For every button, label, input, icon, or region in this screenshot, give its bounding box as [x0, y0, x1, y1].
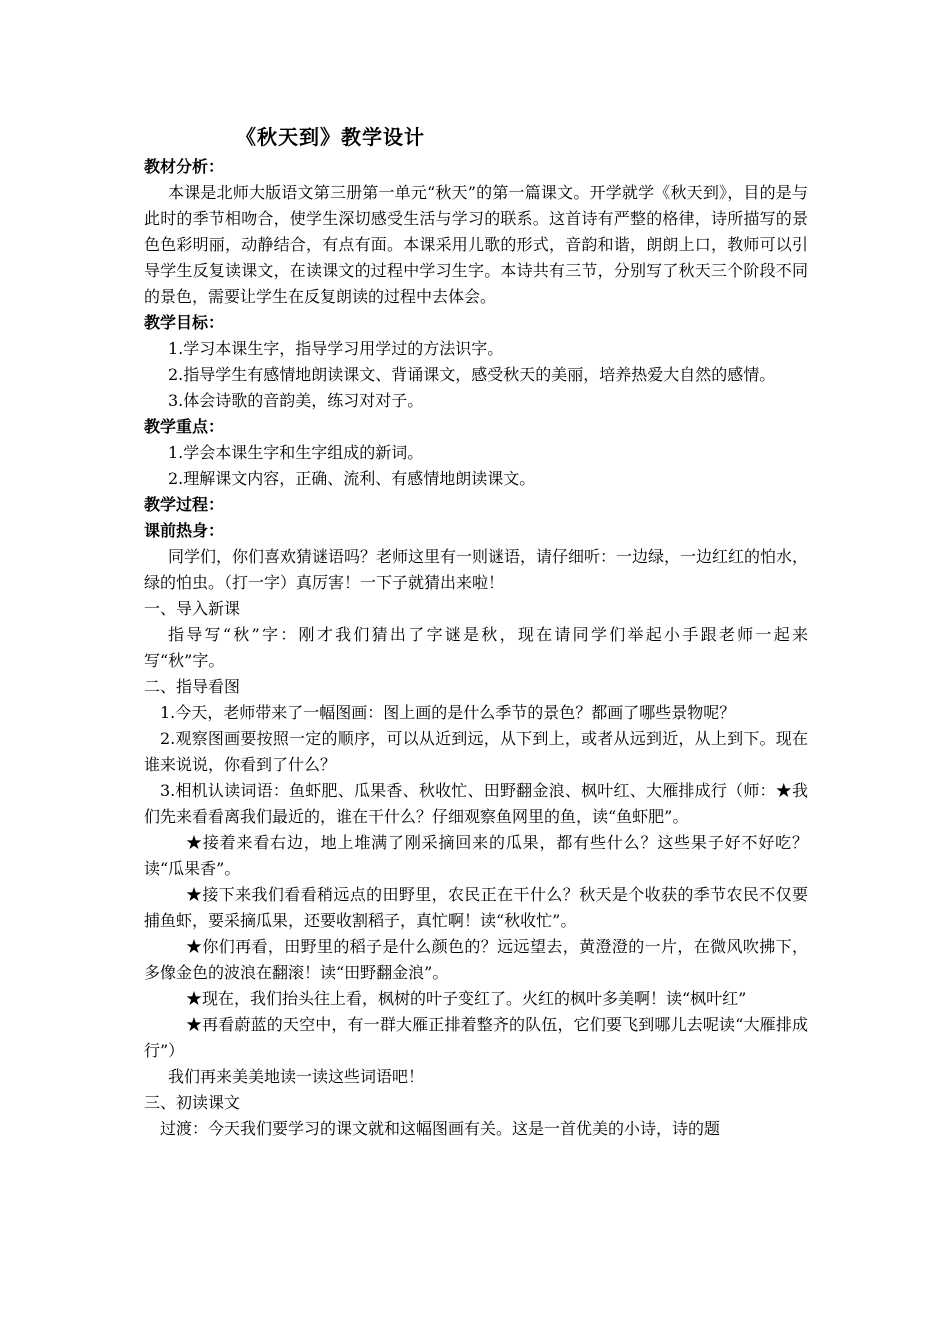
section-paragraph: 我们再来美美地读一读这些词语吧！: [168, 1067, 425, 1086]
analysis-paragraph: 本课是北师大版语文第三册第一单元“秋天”的第一篇课文。开学就学《秋天到》，目的是与此时的季节相吻合，使学生深切感受生活与学习的联系。这首诗有严整的格律，诗所描写的景色色彩明丽，动静结合，有点有面。本课采用儿歌的形式，音韵和谐，朗朗上口，教师可以引导学生反复读课文，在读课文的过程中学习生字。本诗共有三节，分别写了秋天三个阶段不同的景色，需要让学生在反复朗读的过程中去体会。: [144, 183, 808, 306]
keypoints-heading: 教学重点：: [144, 417, 225, 436]
warmup-paragraph: 同学们，你们喜欢猜谜语吗？老师这里有一则谜语，请仔细听：一边绿，一边红红的怕水，绿的怕虫。（打一字）真厉害！一下子就猜出来啦！: [144, 547, 809, 592]
star-item: ★现在，我们抬头往上看，枫树的叶子变红了。火红的枫叶多美啊！读“枫叶红”: [186, 989, 747, 1008]
goals-heading: 教学目标：: [144, 313, 225, 332]
section-paragraph: 过渡：今天我们要学习的课文就和这幅图画有关。这是一首优美的小诗，诗的题: [160, 1119, 721, 1138]
star-item: ★接下来我们看看稍远点的田野里，农民正在干什么？秋天是个收获的季节农民不仅要捕鱼虾，要采摘瓜果，还要收割稻子，真忙啊！读“秋收忙”。: [144, 885, 808, 930]
section-title: 三、初读课文: [144, 1093, 241, 1112]
list-item: 3.相机认读词语：鱼虾肥、瓜果香、秋收忙、田野翻金浪、枫叶红、大雁排成行（师：★我们先来看看离我们最近的，谁在干什么？仔细观察鱼网里的鱼，读“鱼虾肥”。: [144, 781, 808, 826]
star-item: ★你们再看，田野里的稻子是什么颜色的？远远望去，黄澄澄的一片，在微风吹拂下，多像金色的波浪在翻滚！读“田野翻金浪”。: [144, 937, 808, 982]
warmup-heading: 课前热身：: [144, 521, 225, 540]
goal-item: 1.学习本课生字，指导学习用学过的方法识字。: [168, 339, 504, 358]
goal-item: 2.指导学生有感情地朗读课文、背诵课文，感受秋天的美丽，培养热爱大自然的感情。: [168, 365, 776, 384]
keypoint-item: 2.理解课文内容，正确、流利、有感情地朗读课文。: [168, 469, 536, 488]
analysis-heading: 教材分析：: [144, 157, 225, 176]
section-title: 一、导入新课: [144, 599, 241, 618]
list-item: 1.今天，老师带来了一幅图画：图上画的是什么季节的景色？都画了哪些景物呢？: [160, 703, 736, 722]
goal-item: 3.体会诗歌的音韵美，练习对对子。: [168, 391, 424, 410]
keypoint-item: 1.学会本课生字和生字组成的新词。: [168, 443, 424, 462]
star-item: ★接着来看右边，地上堆满了刚采摘回来的瓜果，都有些什么？这些果子好不好吃？读“瓜果香”。: [144, 833, 808, 878]
section-title: 二、指导看图: [144, 677, 241, 696]
list-item: 2.观察图画要按照一定的顺序，可以从近到远，从下到上，或者从远到近，从上到下。现在谁来说说，你看到了什么？: [144, 729, 808, 774]
section-paragraph: 指导写“秋”字：刚才我们猜出了字谜是秋，现在请同学们举起小手跟老师一起来写“秋”字。: [144, 625, 808, 670]
star-item: ★再看蔚蓝的天空中，有一群大雁正排着整齐的队伍，它们要飞到哪儿去呢读“大雁排成行”）: [144, 1015, 808, 1060]
process-heading: 教学过程：: [144, 495, 225, 514]
document-page: [144, 120, 808, 1142]
document-title: 《秋天到》教学设计: [236, 125, 425, 149]
